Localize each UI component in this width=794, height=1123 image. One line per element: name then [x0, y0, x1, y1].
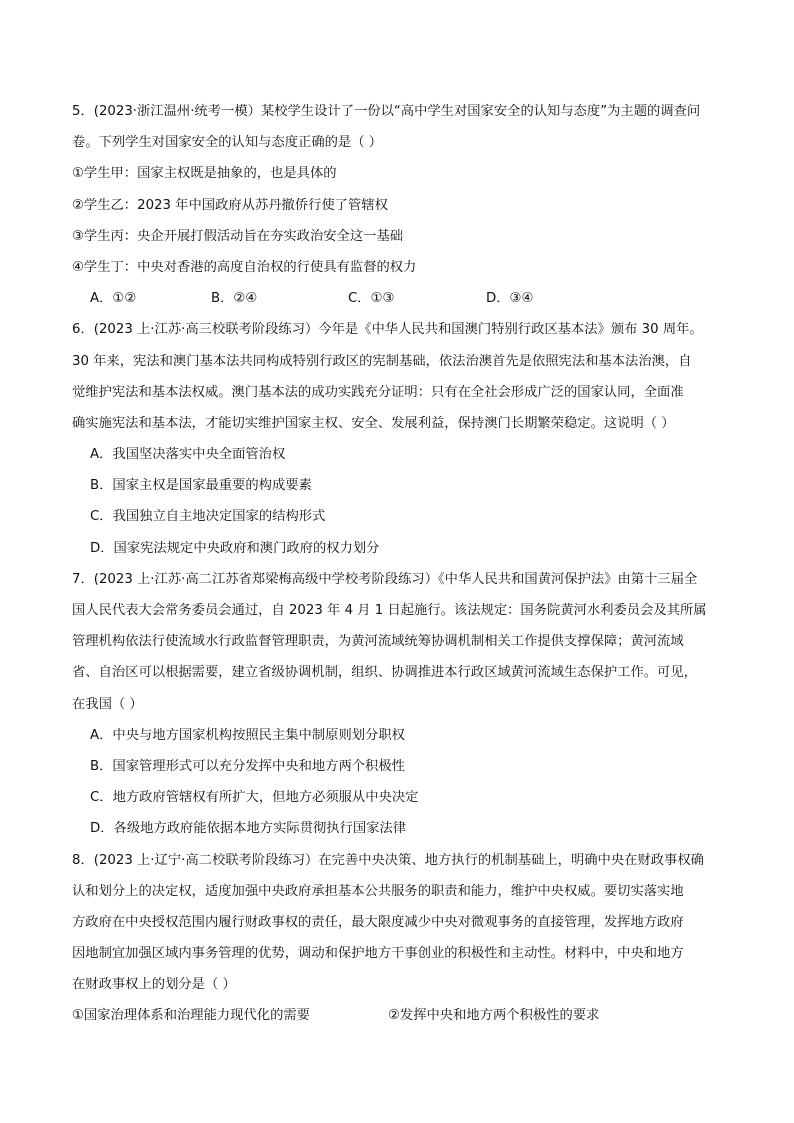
- option-c: C．①③: [348, 291, 395, 307]
- statements-row: [72, 1000, 732, 1031]
- question-6: [72, 314, 732, 564]
- question-stem-line: 确实施宪法和基本法，才能切实维护国家主权、安全、发展利益，保持澳门长期繁荣稳定。这说明（ ）: [72, 415, 675, 431]
- question-stem-line: 方政府在中央授权范围内履行财政事权的责任，最大限度减少中央对微观事务的直接管理，发挥地方政府: [72, 914, 684, 930]
- option-d: D．各级地方政府能依据本地方实际贯彻执行国家法律: [90, 821, 407, 837]
- exam-page: [72, 96, 732, 1032]
- option-a: A．①②: [90, 291, 137, 307]
- statement-item: ③学生丙：央企开展打假活动旨在夯实政治安全这一基础: [72, 228, 404, 244]
- question-5: [72, 96, 732, 314]
- question-stem-line: 管理机构依法行使流域水行政监督管理职责，为黄河流域统筹协调机制相关工作提供支撑保障；黄河流域: [72, 634, 684, 650]
- option-a: A．中央与地方国家机构按照民主集中制原则划分职权: [90, 727, 405, 743]
- question-7: [72, 564, 732, 845]
- question-stem-line: 5．(2023·浙江温州·统考一模）某校学生设计了一份以“高中学生对国家安全的认知与态度”为主题的调查问: [72, 104, 701, 119]
- statement-item: ①学生甲：国家主权既是抽象的，也是具体的: [72, 166, 337, 182]
- question-stem-line: 30 年来，宪法和澳门基本法共同构成特别行政区的宪制基础，依法治澳首先是依照宪法和基本法治澳，自: [72, 353, 692, 369]
- question-stem-line: 觉维护宪法和基本法权威。澳门基本法的成功实践充分证明：只有在全社会形成广泛的国家认同，全面准: [72, 384, 684, 400]
- option-a: A．我国坚决落实中央全面管治权: [90, 447, 286, 463]
- question-stem-line: 6．(2023 上·江苏·高三校联考阶段练习）今年是《中华人民共和国澳门特别行政区基本法》颁布 30 周年。: [72, 322, 703, 338]
- option-c: C．我国独立自主地决定国家的结构形式: [90, 509, 326, 525]
- question-stem-line: 省、自治区可以根据需要，建立省级协调机制，组织、协调推进本行政区域黄河流域生态保护工作。可见，: [72, 665, 697, 681]
- option-d: D．③④: [486, 291, 534, 307]
- question-stem-line: 卷。下列学生对国家安全的认知与态度正确的是（ ）: [72, 135, 383, 151]
- question-stem-line: 认和划分上的决定权，适度加强中央政府承担基本公共服务的职责和能力，维护中央权威。要切实落实地: [72, 883, 684, 899]
- question-stem-line: 在财政事权上的划分是（ ）: [72, 977, 236, 993]
- question-stem-line: 7．(2023 上·江苏·高二江苏省郑梁梅高级中学校考阶段练习）《中华人民共和国黄河保护法》由第十三届全: [72, 571, 698, 587]
- answer-options-row: [72, 283, 732, 314]
- option-b: B．②④: [211, 291, 258, 307]
- option-c: C．地方政府管辖权有所扩大，但地方必须服从中央决定: [90, 790, 419, 806]
- question-8: [72, 845, 732, 1032]
- question-stem-line: 因地制宜加强区域内事务管理的优势，调动和保护地方干事创业的积极性和主动性。材料中，中央和地方: [72, 946, 684, 962]
- option-b: B．国家主权是国家最重要的构成要素: [90, 478, 312, 494]
- statement-item: ②学生乙：2023 年中国政府从苏丹撤侨行使了管辖权: [72, 197, 388, 213]
- option-b: B．国家管理形式可以充分发挥中央和地方两个积极性: [90, 758, 405, 774]
- statement-item: ④学生丁：中央对香港的高度自治权的行使具有监督的权力: [72, 259, 417, 275]
- option-d: D．国家宪法规定中央政府和澳门政府的权力划分: [90, 540, 380, 556]
- question-stem-line: 8．(2023 上·辽宁·高二校联考阶段练习）在完善中央决策、地方执行的机制基础上，明确中央在财政事权确: [72, 852, 704, 868]
- question-stem-line: 国人民代表大会常务委员会通过，自 2023 年 4 月 1 日起施行。该法规定：国务院黄河水利委员会及其所属: [72, 603, 707, 618]
- statement-item: ①国家治理体系和治理能力现代化的需要: [72, 1008, 310, 1024]
- question-stem-line: 在我国（ ）: [72, 696, 143, 712]
- statement-item: ②发挥中央和地方两个积极性的要求: [388, 1008, 600, 1024]
